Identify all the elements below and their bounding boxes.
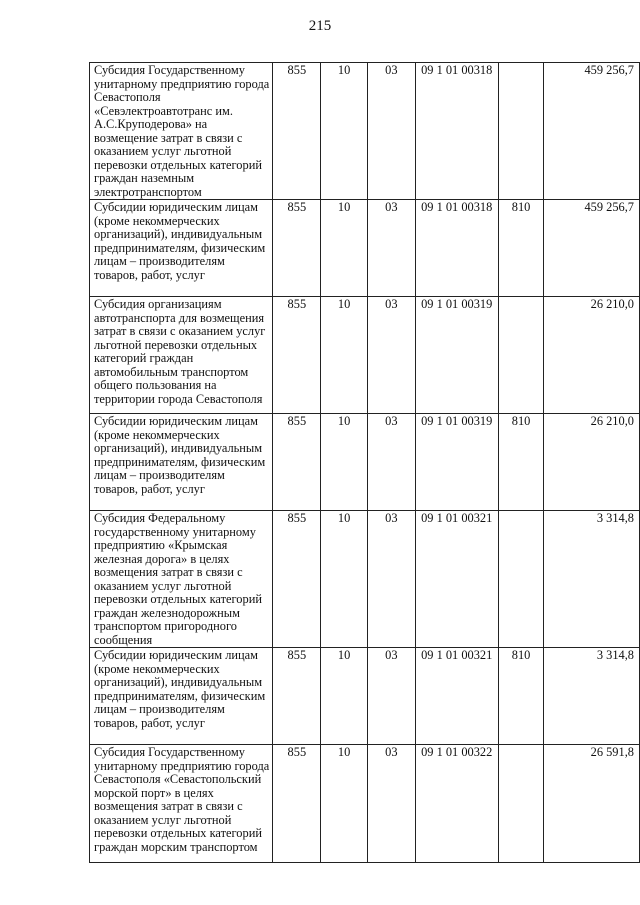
amount: 26 210,0: [544, 297, 640, 414]
item-name: Субсидия Федеральному государственному унитарному предприятию «Крымская железная дорога» в целях возмещения затрат в связи с оказанием услуг льготной перевозки отдельных категорий граждан железнодорожным транспортом пригородного сообщения: [90, 511, 273, 648]
target-article-code: 09 1 01 00322: [415, 745, 498, 863]
target-article-code: 09 1 01 00318: [415, 200, 498, 297]
expense-type-code: 810: [498, 200, 544, 297]
section-code: 10: [321, 511, 368, 648]
target-article-code: 09 1 01 00319: [415, 414, 498, 511]
subsection-code: 03: [368, 511, 416, 648]
ministry-code: 855: [273, 511, 321, 648]
ministry-code: 855: [273, 63, 321, 200]
expense-type-code: [498, 745, 544, 863]
table-row: [90, 297, 640, 414]
amount: 3 314,8: [544, 648, 640, 745]
item-name: Субсидии юридическим лицам (кроме некоммерческих организаций), индивидуальным предпринимателям, физическим лицам – производителям товаров, работ, услуг: [90, 648, 273, 745]
ministry-code: 855: [273, 200, 321, 297]
table-row: [90, 745, 640, 863]
ministry-code: 855: [273, 648, 321, 745]
expense-type-code: [498, 511, 544, 648]
amount: 26 591,8: [544, 745, 640, 863]
amount: 459 256,7: [544, 200, 640, 297]
section-code: 10: [321, 200, 368, 297]
page-number: 215: [308, 18, 332, 34]
section-code: 10: [321, 745, 368, 863]
table-row: [90, 200, 640, 297]
subsection-code: 03: [368, 414, 416, 511]
target-article-code: 09 1 01 00319: [415, 297, 498, 414]
expense-type-code: 810: [498, 648, 544, 745]
target-article-code: 09 1 01 00321: [415, 648, 498, 745]
ministry-code: 855: [273, 745, 321, 863]
item-name: Субсидия Государственному унитарному предприятию города Севастополя «Севастопольский морской порт» в целях возмещения затрат в связи с оказанием услуг льготной перевозки отдельных категорий граждан морским транспортом: [90, 745, 273, 863]
expense-type-code: [498, 63, 544, 200]
subsection-code: 03: [368, 745, 416, 863]
item-name: Субсидия организациям автотранспорта для возмещения затрат в связи с оказанием услуг льготной перевозки отдельных категорий граждан автомобильным транспортом общего пользования на территории города Севастополя: [90, 297, 273, 414]
subsection-code: 03: [368, 297, 416, 414]
amount: 3 314,8: [544, 511, 640, 648]
table-row: [90, 648, 640, 745]
item-name: Субсидия Государственному унитарному предприятию города Севастополя «Севэлектроавтотранс им. А.С.Круподерова» на возмещение затрат в связи с оказанием услуг льготной перевозки отдельных категорий граждан наземным электротранспортом: [90, 63, 273, 200]
item-name: Субсидии юридическим лицам (кроме некоммерческих организаций), индивидуальным предпринимателям, физическим лицам – производителям товаров, работ, услуг: [90, 200, 273, 297]
section-code: 10: [321, 648, 368, 745]
ministry-code: 855: [273, 297, 321, 414]
ministry-code: 855: [273, 414, 321, 511]
section-code: 10: [321, 63, 368, 200]
subsection-code: 03: [368, 63, 416, 200]
target-article-code: 09 1 01 00321: [415, 511, 498, 648]
subsection-code: 03: [368, 200, 416, 297]
expense-type-code: 810: [498, 414, 544, 511]
target-article-code: 09 1 01 00318: [415, 63, 498, 200]
table-row: [90, 63, 640, 200]
section-code: 10: [321, 297, 368, 414]
section-code: 10: [321, 414, 368, 511]
amount: 26 210,0: [544, 414, 640, 511]
table-row: [90, 511, 640, 648]
budget-table: [89, 62, 640, 863]
subsection-code: 03: [368, 648, 416, 745]
expense-type-code: [498, 297, 544, 414]
item-name: Субсидии юридическим лицам (кроме некоммерческих организаций), индивидуальным предпринимателям, физическим лицам – производителям товаров, работ, услуг: [90, 414, 273, 511]
amount: 459 256,7: [544, 63, 640, 200]
table-row: [90, 414, 640, 511]
